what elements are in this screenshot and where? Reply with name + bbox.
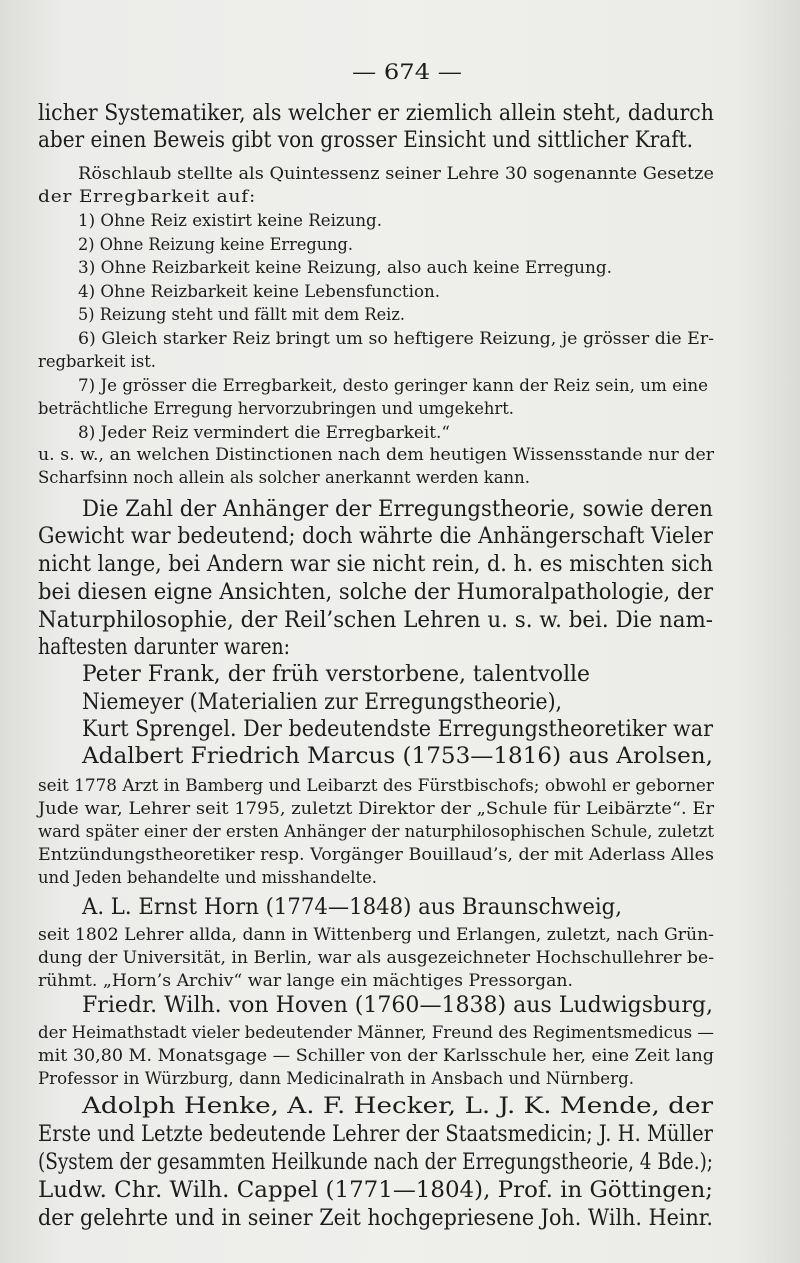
list-item: 5) Reizung steht und fällt mit dem Reiz. bbox=[78, 307, 405, 324]
text-line: Die Zahl der Anhänger der Erregungstheorie, sowie deren bbox=[82, 499, 713, 521]
name-entry: A. L. Ernst Horn (1774—1848) aus Braunschweig, bbox=[82, 897, 622, 919]
list-item: 6) Gleich starker Reiz bringt um so heftigere Reizung, je grösser die Er- bbox=[78, 331, 714, 348]
text-line: der Heimathstadt vieler bedeutender Männer, Freund des Regimentsmedicus — bbox=[38, 1025, 715, 1042]
text-line: der gelehrte und in seiner Zeit hochgepriesene Joh. Wilh. Heinr. bbox=[38, 1208, 714, 1230]
text-line: der Erregbarkeit auf: bbox=[38, 189, 256, 206]
name-entry: Adolph Henke, A. F. Hecker, L. J. K. Mende, der bbox=[82, 1096, 714, 1118]
text-line: und Jeden behandelte und misshandelte. bbox=[38, 870, 378, 887]
text-line: mit 30,80 M. Monatsgage — Schiller von der Karlsschule her, eine Zeit lang bbox=[38, 1048, 714, 1065]
text-line: licher Systematiker, als welcher er ziemlich allein steht, dadurch bbox=[38, 103, 714, 125]
name-entry: Adalbert Friedrich Marcus (1753—1816) aus Arolsen, bbox=[82, 746, 713, 768]
list-item: 3) Ohne Reizbarkeit keine Reizung, also auch keine Erregung. bbox=[78, 260, 612, 277]
text-line: Naturphilosophie, der Reil’schen Lehren u. s. w. bei. Die nam- bbox=[38, 610, 714, 632]
name-entry: Peter Frank, der früh verstorbene, talentvolle bbox=[82, 664, 591, 686]
text-line: haftesten darunter waren: bbox=[38, 637, 291, 659]
text-line: Jude war, Lehrer seit 1795, zuletzt Direktor der „Schule für Leibärzte“. Er bbox=[38, 801, 715, 818]
list-item: regbarkeit ist. bbox=[38, 354, 156, 371]
text-line: Entzündungstheoretiker resp. Vorgänger Bouillaud’s, der mit Aderlass Alles bbox=[38, 847, 715, 864]
list-item: 8) Jeder Reiz vermindert die Erregbarkeit.“ bbox=[78, 425, 451, 442]
name-entry: Niemeyer (Materialien zur Erregungstheorie), bbox=[82, 692, 563, 714]
list-item: 7) Je grösser die Erregbarkeit, desto geringer kann der Reiz sein, um eine bbox=[78, 378, 709, 395]
list-item: 4) Ohne Reizbarkeit keine Lebensfunction. bbox=[78, 284, 441, 301]
text-line: Scharfsinn noch allein als solcher anerkannt werden kann. bbox=[38, 470, 531, 487]
text-line: (System der gesammten Heilkunde nach der Erregungstheorie, 4 Bde.); bbox=[38, 1152, 714, 1174]
text-line: u. s. w., an welchen Distinctionen nach dem heutigen Wissensstande nur der bbox=[38, 447, 715, 464]
text-line: seit 1778 Arzt in Bamberg und Leibarzt des Fürstbischofs; obwohl er geborner bbox=[38, 778, 714, 795]
list-item: beträchtliche Erregung hervorzubringen und umgekehrt. bbox=[38, 401, 514, 418]
text-line: Gewicht war bedeutend; doch währte die Anhängerschaft Vieler bbox=[38, 526, 714, 548]
text-line: Professor in Würzburg, dann Medicinalrath in Ansbach und Nürnberg. bbox=[38, 1071, 634, 1088]
text-line: Ludw. Chr. Wilh. Cappel (1771—1804), Prof. in Göttingen; bbox=[38, 1180, 713, 1202]
text-line: ward später einer der ersten Anhänger der naturphilosophischen Schule, zuletzt bbox=[38, 824, 714, 841]
text-line: aber einen Beweis gibt von grosser Einsicht und sittlicher Kraft. bbox=[38, 130, 694, 152]
name-entry: Kurt Sprengel. Der bedeutendste Erregungstheoretiker war bbox=[82, 719, 713, 741]
text-line: Erste und Letzte bedeutende Lehrer der Staatsmedicin; J. H. Müller bbox=[38, 1124, 713, 1146]
text-line: nicht lange, bei Andern war sie nicht rein, d. h. es mischten sich bbox=[38, 554, 714, 576]
list-item: 2) Ohne Reizung keine Erregung. bbox=[78, 237, 354, 254]
list-item: 1) Ohne Reiz existirt keine Reizung. bbox=[78, 213, 382, 230]
name-entry: Friedr. Wilh. von Hoven (1760—1838) aus Ludwigsburg, bbox=[82, 995, 714, 1017]
text-line: Röschlaub stellte als Quintessenz seiner Lehre 30 sogenannte Gesetze bbox=[78, 166, 714, 183]
text-line: dung der Universität, in Berlin, war als ausgezeichneter Hochschullehrer be- bbox=[38, 950, 715, 967]
text-line: bei diesen eigne Ansichten, solche der Humoralpathologie, der bbox=[38, 582, 714, 604]
page-number: — 674 — bbox=[352, 62, 463, 83]
text-line: seit 1802 Lehrer allda, dann in Wittenberg und Erlangen, zuletzt, nach Grün- bbox=[38, 927, 714, 944]
text-line: rühmt. „Horn’s Archiv“ war lange ein mächtiges Pressorgan. bbox=[38, 973, 574, 990]
